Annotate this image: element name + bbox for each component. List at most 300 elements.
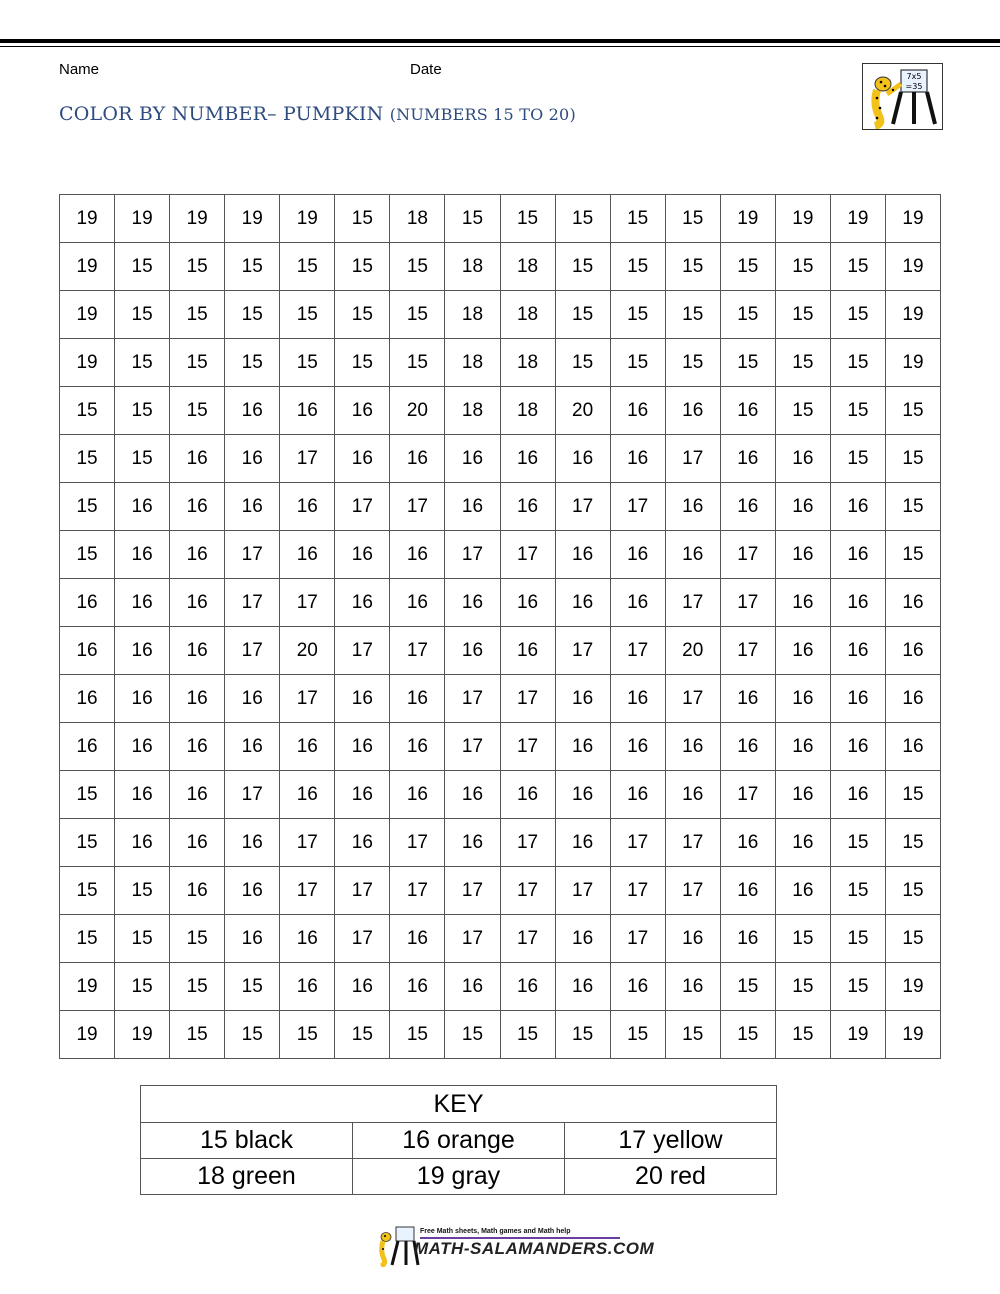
name-label: Name [59, 61, 100, 78]
grid-cell: 16 [170, 435, 225, 483]
grid-cell: 16 [775, 579, 830, 627]
grid-cell: 15 [775, 243, 830, 291]
grid-cell: 15 [390, 243, 445, 291]
grid-cell: 16 [115, 723, 170, 771]
grid-cell: 15 [115, 867, 170, 915]
grid-cell: 16 [390, 963, 445, 1011]
grid-cell: 16 [390, 579, 445, 627]
grid-cell: 15 [555, 291, 610, 339]
grid-cell: 17 [445, 723, 500, 771]
grid-cell: 15 [335, 195, 390, 243]
grid-cell: 16 [280, 771, 335, 819]
salamander-teacher-logo-icon [863, 64, 942, 129]
grid-cell: 15 [170, 387, 225, 435]
grid-cell: 15 [830, 435, 885, 483]
grid-cell: 19 [830, 195, 885, 243]
grid-cell: 17 [335, 627, 390, 675]
grid-cell: 19 [115, 1011, 170, 1059]
grid-cell: 16 [170, 819, 225, 867]
grid-cell: 17 [610, 483, 665, 531]
grid-cell: 17 [555, 627, 610, 675]
grid-row [60, 387, 941, 435]
grid-row [60, 195, 941, 243]
grid-cell: 16 [665, 915, 720, 963]
grid-cell: 16 [775, 723, 830, 771]
grid-cell: 16 [555, 771, 610, 819]
grid-cell: 17 [225, 627, 280, 675]
grid-cell: 18 [445, 339, 500, 387]
grid-cell: 20 [390, 387, 445, 435]
logo-board-text-1: 7x5 [906, 72, 922, 81]
grid-cell: 16 [390, 771, 445, 819]
grid-cell: 15 [170, 339, 225, 387]
grid-cell: 16 [335, 531, 390, 579]
grid-cell: 17 [610, 627, 665, 675]
grid-cell: 17 [335, 915, 390, 963]
grid-cell: 15 [775, 963, 830, 1011]
grid-cell: 16 [665, 723, 720, 771]
grid-cell: 19 [720, 195, 775, 243]
grid-cell: 16 [775, 435, 830, 483]
grid-cell: 15 [335, 339, 390, 387]
grid-cell: 16 [60, 675, 115, 723]
grid-cell: 15 [665, 291, 720, 339]
grid-cell: 15 [830, 915, 885, 963]
grid-cell: 15 [665, 339, 720, 387]
grid-cell: 19 [60, 1011, 115, 1059]
grid-cell: 16 [60, 723, 115, 771]
grid-cell: 15 [610, 291, 665, 339]
grid-cell: 15 [720, 963, 775, 1011]
footer-site-name: MATH-SALAMANDERS.COM [414, 1239, 655, 1258]
grid-cell: 16 [555, 915, 610, 963]
grid-cell: 16 [390, 915, 445, 963]
grid-cell: 17 [280, 675, 335, 723]
grid-cell: 16 [115, 627, 170, 675]
grid-cell: 15 [280, 291, 335, 339]
grid-cell: 16 [445, 771, 500, 819]
grid-cell: 17 [720, 531, 775, 579]
grid-cell: 16 [720, 387, 775, 435]
salamander-logo [862, 63, 943, 130]
grid-cell: 16 [830, 723, 885, 771]
grid-cell: 16 [830, 531, 885, 579]
grid-row [60, 915, 941, 963]
grid-cell: 16 [225, 483, 280, 531]
grid-cell: 15 [115, 243, 170, 291]
grid-cell: 15 [60, 435, 115, 483]
grid-cell: 15 [390, 1011, 445, 1059]
grid-cell: 15 [610, 339, 665, 387]
grid-cell: 16 [170, 627, 225, 675]
grid-cell: 19 [60, 243, 115, 291]
grid-cell: 16 [60, 627, 115, 675]
grid-cell: 16 [555, 723, 610, 771]
grid-cell: 16 [335, 771, 390, 819]
grid-cell: 15 [775, 387, 830, 435]
grid-cell: 16 [885, 627, 940, 675]
grid-cell: 16 [170, 483, 225, 531]
grid-cell: 16 [170, 579, 225, 627]
grid-cell: 17 [445, 867, 500, 915]
grid-cell: 16 [720, 723, 775, 771]
grid-cell: 16 [390, 531, 445, 579]
key-entry: 20 red [565, 1159, 777, 1195]
key-entry: 17 yellow [565, 1123, 777, 1159]
number-grid [59, 194, 941, 1059]
grid-cell: 15 [555, 1011, 610, 1059]
grid-cell: 15 [830, 339, 885, 387]
grid-cell: 18 [445, 243, 500, 291]
grid-cell: 15 [225, 243, 280, 291]
grid-row [60, 867, 941, 915]
grid-cell: 15 [830, 291, 885, 339]
grid-cell: 15 [720, 243, 775, 291]
grid-cell: 15 [115, 291, 170, 339]
grid-cell: 16 [500, 963, 555, 1011]
grid-cell: 18 [445, 387, 500, 435]
key-entry: 15 black [141, 1123, 353, 1159]
grid-cell: 15 [720, 1011, 775, 1059]
grid-cell: 18 [445, 291, 500, 339]
grid-cell: 16 [225, 867, 280, 915]
grid-cell: 19 [775, 195, 830, 243]
grid-cell: 20 [280, 627, 335, 675]
grid-cell: 16 [170, 531, 225, 579]
grid-cell: 15 [885, 483, 940, 531]
grid-cell: 15 [830, 963, 885, 1011]
grid-cell: 16 [335, 579, 390, 627]
grid-cell: 15 [885, 531, 940, 579]
top-rule-thin [0, 46, 1000, 47]
grid-cell: 16 [115, 483, 170, 531]
grid-cell: 16 [665, 387, 720, 435]
grid-cell: 16 [390, 723, 445, 771]
logo-board-text-2: =35 [905, 82, 923, 91]
grid-cell: 16 [555, 531, 610, 579]
grid-cell: 16 [115, 531, 170, 579]
grid-cell: 17 [280, 579, 335, 627]
grid-cell: 17 [665, 819, 720, 867]
grid-cell: 19 [830, 1011, 885, 1059]
grid-cell: 15 [775, 1011, 830, 1059]
grid-cell: 16 [335, 723, 390, 771]
grid-cell: 15 [610, 195, 665, 243]
worksheet-title [59, 103, 576, 125]
grid-cell: 16 [500, 435, 555, 483]
grid-cell: 15 [665, 1011, 720, 1059]
grid-cell: 15 [60, 867, 115, 915]
grid-cell: 16 [335, 387, 390, 435]
grid-cell: 19 [885, 339, 940, 387]
grid-cell: 15 [115, 339, 170, 387]
grid-cell: 18 [500, 339, 555, 387]
title-main: COLOR BY NUMBER– PUMPKIN [59, 103, 384, 125]
grid-cell: 15 [225, 291, 280, 339]
top-rule-thick [0, 39, 1000, 43]
grid-cell: 19 [225, 195, 280, 243]
grid-cell: 15 [830, 387, 885, 435]
grid-cell: 18 [500, 243, 555, 291]
grid-cell: 16 [830, 675, 885, 723]
grid-cell: 19 [885, 291, 940, 339]
grid-cell: 16 [775, 867, 830, 915]
grid-cell: 15 [885, 771, 940, 819]
grid-cell: 17 [280, 435, 335, 483]
grid-cell: 16 [610, 723, 665, 771]
grid-cell: 15 [390, 339, 445, 387]
grid-cell: 17 [445, 675, 500, 723]
grid-cell: 16 [225, 819, 280, 867]
date-label: Date [410, 61, 442, 78]
grid-cell: 15 [555, 339, 610, 387]
key-entry: 18 green [141, 1159, 353, 1195]
grid-cell: 19 [885, 243, 940, 291]
grid-cell: 16 [115, 675, 170, 723]
grid-cell: 16 [720, 819, 775, 867]
grid-cell: 16 [170, 723, 225, 771]
grid-cell: 19 [60, 963, 115, 1011]
grid-cell: 16 [885, 579, 940, 627]
grid-cell: 16 [500, 771, 555, 819]
grid-cell: 16 [720, 675, 775, 723]
grid-cell: 16 [720, 483, 775, 531]
grid-cell: 17 [500, 819, 555, 867]
grid-cell: 19 [170, 195, 225, 243]
grid-cell: 17 [390, 867, 445, 915]
grid-cell: 17 [500, 531, 555, 579]
grid-cell: 17 [445, 915, 500, 963]
grid-cell: 15 [115, 435, 170, 483]
grid-cell: 16 [445, 819, 500, 867]
grid-cell: 16 [280, 963, 335, 1011]
grid-cell: 19 [115, 195, 170, 243]
grid-cell: 15 [335, 291, 390, 339]
grid-cell: 15 [60, 915, 115, 963]
grid-cell: 15 [225, 1011, 280, 1059]
grid-cell: 17 [335, 483, 390, 531]
grid-cell: 15 [830, 819, 885, 867]
grid-cell: 16 [280, 915, 335, 963]
grid-cell: 17 [390, 627, 445, 675]
key-entry: 16 orange [353, 1123, 565, 1159]
grid-cell: 16 [170, 771, 225, 819]
grid-cell: 15 [335, 1011, 390, 1059]
grid-cell: 17 [280, 867, 335, 915]
grid-cell: 17 [500, 867, 555, 915]
grid-row [60, 723, 941, 771]
grid-row [60, 675, 941, 723]
grid-cell: 16 [610, 435, 665, 483]
grid-cell: 17 [445, 531, 500, 579]
grid-cell: 18 [390, 195, 445, 243]
grid-cell: 16 [610, 387, 665, 435]
grid-cell: 16 [280, 387, 335, 435]
footer-tagline: Free Math sheets, Math games and Math help [420, 1228, 571, 1235]
key-entry: 19 gray [353, 1159, 565, 1195]
grid-cell: 19 [60, 291, 115, 339]
grid-cell: 16 [665, 771, 720, 819]
grid-row [60, 1011, 941, 1059]
grid-cell: 17 [390, 819, 445, 867]
grid-cell: 17 [610, 915, 665, 963]
grid-cell: 15 [335, 243, 390, 291]
grid-cell: 17 [225, 771, 280, 819]
grid-cell: 16 [335, 435, 390, 483]
grid-cell: 16 [390, 435, 445, 483]
grid-cell: 20 [555, 387, 610, 435]
grid-cell: 15 [500, 1011, 555, 1059]
grid-cell: 16 [775, 771, 830, 819]
grid-cell: 16 [555, 963, 610, 1011]
grid-cell: 19 [60, 339, 115, 387]
grid-cell: 17 [225, 579, 280, 627]
grid-row [60, 819, 941, 867]
grid-cell: 16 [665, 963, 720, 1011]
grid-cell: 15 [170, 915, 225, 963]
grid-row [60, 963, 941, 1011]
grid-cell: 16 [720, 867, 775, 915]
grid-cell: 15 [720, 339, 775, 387]
grid-cell: 16 [500, 483, 555, 531]
grid-row [60, 339, 941, 387]
grid-cell: 15 [60, 483, 115, 531]
grid-cell: 16 [445, 627, 500, 675]
grid-cell: 17 [500, 675, 555, 723]
grid-row [60, 627, 941, 675]
grid-cell: 17 [500, 723, 555, 771]
grid-cell: 15 [60, 531, 115, 579]
grid-cell: 16 [775, 483, 830, 531]
footer-branding [374, 1225, 655, 1267]
grid-cell: 16 [335, 675, 390, 723]
grid-cell: 17 [280, 819, 335, 867]
grid-cell: 16 [555, 675, 610, 723]
grid-cell: 17 [720, 771, 775, 819]
grid-cell: 16 [885, 723, 940, 771]
grid-cell: 16 [775, 819, 830, 867]
grid-cell: 16 [720, 435, 775, 483]
grid-cell: 16 [225, 435, 280, 483]
grid-cell: 15 [280, 243, 335, 291]
grid-cell: 16 [775, 531, 830, 579]
grid-cell: 16 [610, 531, 665, 579]
grid-cell: 16 [280, 531, 335, 579]
grid-cell: 19 [885, 1011, 940, 1059]
grid-cell: 16 [225, 723, 280, 771]
grid-cell: 15 [445, 195, 500, 243]
grid-cell: 17 [555, 483, 610, 531]
grid-cell: 17 [665, 867, 720, 915]
grid-cell: 15 [170, 243, 225, 291]
grid-cell: 16 [610, 579, 665, 627]
grid-cell: 15 [555, 195, 610, 243]
grid-cell: 15 [665, 195, 720, 243]
grid-cell: 15 [115, 963, 170, 1011]
grid-cell: 16 [610, 771, 665, 819]
grid-row [60, 483, 941, 531]
grid-cell: 15 [885, 387, 940, 435]
grid-cell: 16 [390, 675, 445, 723]
grid-cell: 15 [885, 435, 940, 483]
grid-cell: 17 [610, 819, 665, 867]
grid-cell: 17 [665, 579, 720, 627]
grid-cell: 15 [60, 819, 115, 867]
grid-cell: 15 [610, 1011, 665, 1059]
grid-cell: 16 [500, 627, 555, 675]
key-title: KEY [141, 1086, 777, 1123]
grid-cell: 16 [280, 723, 335, 771]
grid-cell: 16 [225, 387, 280, 435]
grid-cell: 16 [610, 675, 665, 723]
grid-cell: 16 [115, 819, 170, 867]
grid-cell: 15 [170, 1011, 225, 1059]
grid-cell: 15 [830, 243, 885, 291]
grid-cell: 16 [170, 867, 225, 915]
grid-cell: 15 [500, 195, 555, 243]
grid-cell: 15 [720, 291, 775, 339]
grid-cell: 16 [665, 483, 720, 531]
grid-cell: 16 [720, 915, 775, 963]
grid-cell: 15 [60, 771, 115, 819]
grid-cell: 16 [885, 675, 940, 723]
grid-row [60, 435, 941, 483]
grid-cell: 16 [445, 579, 500, 627]
grid-cell: 16 [830, 627, 885, 675]
grid-cell: 20 [665, 627, 720, 675]
grid-cell: 16 [555, 819, 610, 867]
grid-cell: 15 [610, 243, 665, 291]
grid-cell: 15 [555, 243, 610, 291]
grid-cell: 15 [170, 291, 225, 339]
grid-cell: 16 [830, 483, 885, 531]
grid-cell: 19 [885, 963, 940, 1011]
grid-cell: 16 [170, 675, 225, 723]
grid-cell: 15 [390, 291, 445, 339]
grid-cell: 18 [500, 387, 555, 435]
grid-cell: 17 [500, 915, 555, 963]
grid-cell: 15 [775, 339, 830, 387]
grid-cell: 16 [115, 771, 170, 819]
grid-cell: 15 [225, 339, 280, 387]
grid-row [60, 579, 941, 627]
title-sub: (NUMBERS 15 TO 20) [389, 105, 576, 124]
grid-cell: 15 [885, 915, 940, 963]
grid-row [60, 531, 941, 579]
grid-cell: 16 [445, 435, 500, 483]
grid-row [60, 291, 941, 339]
grid-cell: 15 [775, 915, 830, 963]
grid-cell: 17 [665, 435, 720, 483]
grid-cell: 16 [445, 963, 500, 1011]
grid-cell: 15 [885, 819, 940, 867]
grid-cell: 16 [115, 579, 170, 627]
grid-cell: 15 [280, 339, 335, 387]
grid-cell: 17 [335, 867, 390, 915]
grid-cell: 16 [445, 483, 500, 531]
grid-row [60, 771, 941, 819]
grid-cell: 16 [225, 675, 280, 723]
grid-cell: 17 [720, 627, 775, 675]
grid-cell: 16 [830, 579, 885, 627]
grid-cell: 15 [60, 387, 115, 435]
grid-cell: 17 [610, 867, 665, 915]
grid-cell: 16 [555, 435, 610, 483]
grid-cell: 17 [665, 675, 720, 723]
grid-cell: 16 [225, 915, 280, 963]
grid-cell: 16 [60, 579, 115, 627]
grid-cell: 15 [445, 1011, 500, 1059]
